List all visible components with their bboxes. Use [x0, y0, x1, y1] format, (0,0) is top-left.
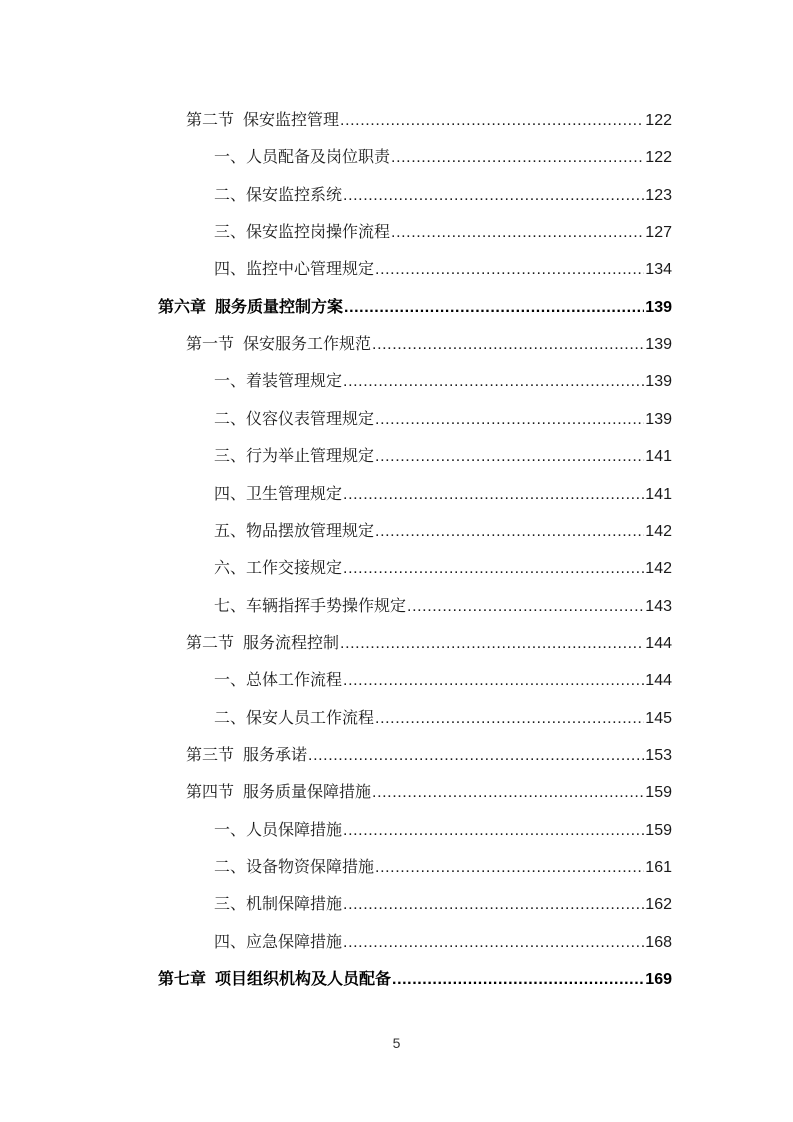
toc-entry-number: 第七章 — [158, 969, 207, 989]
toc-entry-page: 168 — [645, 933, 672, 951]
toc-entry-number: 二、 — [214, 707, 247, 727]
toc-entry-number: 三、 — [214, 894, 247, 914]
toc-entry-title: 保安监控岗操作流程 — [246, 222, 391, 242]
toc-entry-item[interactable] — [214, 592, 672, 620]
dot-leader — [343, 667, 644, 695]
dot-leader — [343, 481, 644, 509]
toc-entry-number: 一、 — [214, 147, 247, 167]
toc-entry-section[interactable] — [186, 778, 672, 806]
toc-entry-title: 服务质量控制方案 — [215, 296, 344, 316]
toc-entry-section[interactable] — [186, 106, 672, 134]
toc-entry-page: 144 — [645, 634, 672, 652]
toc-entry-title: 人员配备及岗位职责 — [246, 147, 391, 167]
toc-entry-title: 工作交接规定 — [246, 558, 343, 578]
toc-entry-number: 七、 — [214, 595, 247, 615]
dot-leader — [343, 555, 644, 583]
toc-entry-chapter[interactable] — [158, 293, 672, 321]
toc-entry-item[interactable] — [214, 890, 672, 918]
dot-leader — [375, 705, 644, 733]
dot-leader — [372, 779, 644, 807]
toc-entry-number: 二、 — [214, 857, 247, 876]
toc-entry-page: 142 — [645, 560, 672, 578]
toc-entry-page: 159 — [645, 784, 672, 802]
toc-entry-number: 三、 — [214, 222, 247, 242]
toc-entry-title: 服务承诺 — [243, 744, 308, 764]
toc-entry-title: 保安监控管理 — [243, 110, 340, 129]
toc-entry-title: 人员保障措施 — [246, 819, 343, 839]
toc-entry-number: 二、 — [214, 408, 247, 428]
toc-entry-item[interactable] — [214, 517, 672, 545]
toc-entry-item[interactable] — [214, 853, 672, 881]
toc-entry-title: 服务质量保障措施 — [243, 782, 372, 802]
toc-entry-chapter[interactable] — [158, 965, 672, 993]
dot-leader — [343, 368, 644, 396]
toc-entry-page: 159 — [645, 821, 672, 839]
toc-entry-title: 保安监控系统 — [246, 184, 343, 204]
toc-entry-page: 144 — [645, 672, 672, 690]
toc-entry-number: 第二节 — [186, 632, 235, 652]
dot-leader — [343, 929, 644, 957]
page-number: 5 — [392, 1035, 401, 1051]
toc-entry-page: 142 — [645, 522, 672, 540]
toc-entry-title: 卫生管理规定 — [246, 483, 343, 503]
toc-entry-item[interactable] — [214, 218, 672, 246]
toc-entry-item[interactable] — [214, 704, 672, 732]
dot-leader — [375, 406, 644, 434]
toc-entry-number: 三、 — [214, 446, 247, 466]
toc-entry-number: 四、 — [214, 931, 247, 951]
dot-leader — [343, 182, 644, 210]
toc-entry-title: 项目组织机构及人员配备 — [215, 969, 392, 989]
toc-entry-title: 服务流程控制 — [243, 632, 340, 652]
toc-entry-title: 保安人员工作流程 — [246, 707, 375, 727]
toc-entry-page: 141 — [645, 485, 672, 503]
toc-entry-page: 169 — [645, 971, 672, 989]
toc-entry-page: 162 — [645, 896, 672, 914]
toc-entry-section[interactable] — [186, 741, 672, 769]
toc-entry-number: 四、 — [214, 483, 247, 503]
toc-entry-page: 143 — [645, 597, 672, 615]
toc-entry-number: 第四节 — [186, 782, 235, 802]
dot-leader — [372, 331, 644, 359]
dot-leader — [407, 593, 644, 621]
toc-entry-number: 第三节 — [186, 744, 235, 764]
toc-entry-item[interactable] — [214, 405, 672, 433]
toc-entry-item[interactable] — [214, 816, 672, 844]
dot-leader — [343, 891, 644, 919]
toc-entry-number: 一、 — [214, 371, 247, 391]
toc-entry-page: 145 — [645, 709, 672, 727]
dot-leader — [344, 294, 644, 322]
toc-entry-number: 一、 — [214, 819, 247, 839]
toc-entry-item[interactable] — [214, 442, 672, 470]
dot-leader — [391, 144, 644, 172]
toc-entry-title: 机制保障措施 — [246, 894, 343, 914]
toc-entry-item[interactable] — [214, 255, 672, 283]
toc-entry-page: 139 — [645, 336, 672, 354]
dot-leader — [375, 443, 644, 471]
toc-entry-number: 第六章 — [158, 296, 207, 316]
toc-entry-title: 着装管理规定 — [246, 371, 343, 391]
dot-leader — [340, 107, 644, 135]
toc-entry-title: 监控中心管理规定 — [246, 259, 375, 279]
toc-entry-number: 一、 — [214, 670, 247, 690]
toc-entry-page: 141 — [645, 448, 672, 466]
toc-entry-page: 153 — [645, 746, 672, 764]
toc-entry-title: 物品摆放管理规定 — [246, 520, 375, 540]
toc-entry-title: 仪容仪表管理规定 — [246, 408, 375, 428]
toc-entry-title: 行为举止管理规定 — [246, 446, 375, 466]
toc-entry-page: 139 — [645, 373, 672, 391]
toc-entry-section[interactable] — [186, 629, 672, 657]
dot-leader — [392, 966, 644, 994]
toc-entry-item[interactable] — [214, 181, 672, 209]
toc-entry-item[interactable] — [214, 666, 672, 694]
dot-leader — [343, 817, 644, 845]
toc-entry-item[interactable] — [214, 928, 672, 956]
dot-leader — [375, 854, 644, 882]
toc-entry-title: 总体工作流程 — [246, 670, 343, 690]
toc-entry-page: 127 — [645, 224, 672, 242]
toc-entry-section[interactable] — [186, 330, 672, 358]
toc-entry-page: 122 — [645, 149, 672, 167]
toc-entry-item[interactable] — [214, 480, 672, 508]
toc-entry-page: 161 — [645, 859, 672, 876]
toc-entry-title: 车辆指挥手势操作规定 — [246, 595, 407, 615]
toc-entry-title: 应急保障措施 — [246, 931, 343, 951]
dot-leader — [308, 742, 644, 770]
toc-entry-page: 122 — [645, 112, 672, 129]
toc-entry-item[interactable] — [214, 367, 672, 395]
toc-entry-number: 第二节 — [186, 110, 235, 129]
toc-entry-page: 134 — [645, 261, 672, 279]
toc-entry-number: 第一节 — [186, 334, 235, 354]
toc-entry-item[interactable] — [214, 554, 672, 582]
toc-entry-number: 五、 — [214, 520, 247, 540]
dot-leader — [375, 256, 644, 284]
toc-entry-page: 139 — [645, 298, 672, 316]
toc-entry-number: 二、 — [214, 184, 247, 204]
dot-leader — [375, 518, 644, 546]
toc-entry-item[interactable] — [214, 143, 672, 171]
toc-entry-page: 139 — [645, 410, 672, 428]
toc-entry-number: 六、 — [214, 558, 247, 578]
dot-leader — [340, 630, 644, 658]
toc-entry-number: 四、 — [214, 259, 247, 279]
dot-leader — [391, 219, 644, 247]
toc-entry-title: 保安服务工作规范 — [243, 334, 372, 354]
toc-entry-page: 123 — [645, 186, 672, 204]
toc-entry-title: 设备物资保障措施 — [246, 857, 375, 876]
